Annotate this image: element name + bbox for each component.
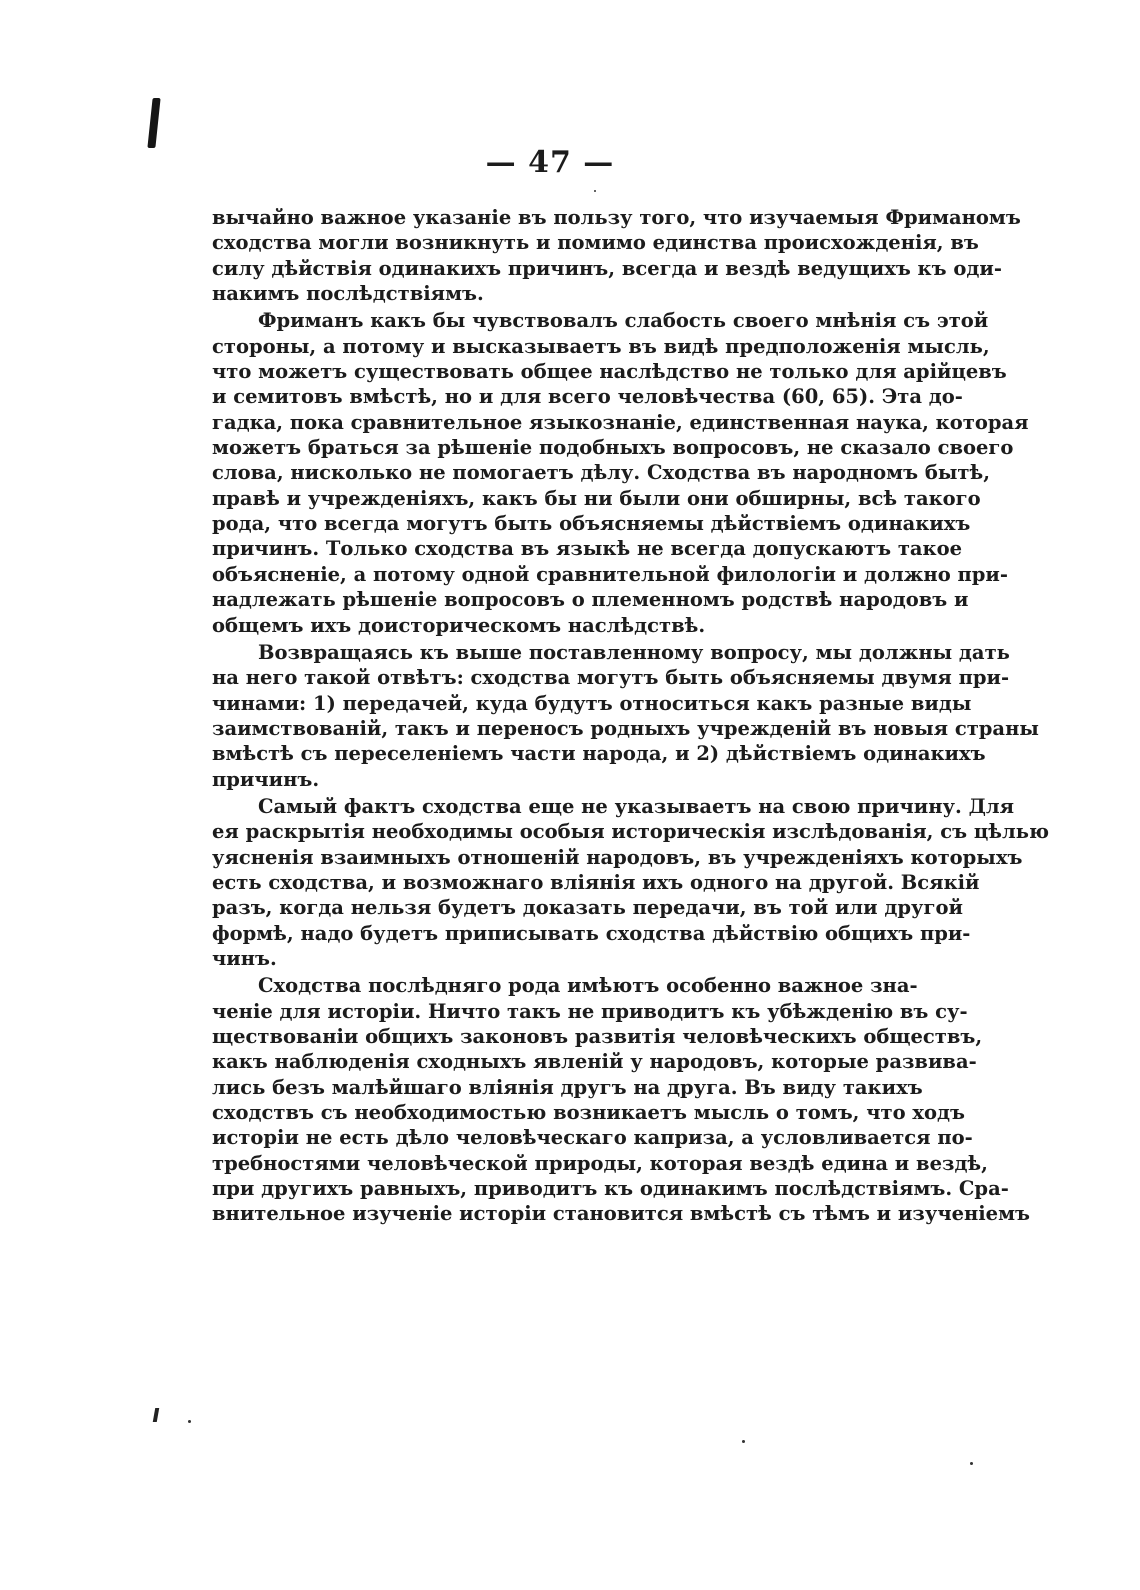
text-line: есть сходства, и возможнаго вліянія ихъ одного на другой. Всякій — [212, 870, 980, 894]
body-text — [212, 205, 1049, 1229]
paragraph — [212, 205, 1021, 306]
text-line: рода, что всегда могутъ быть объясняемы дѣйствіемъ одинакихъ — [212, 512, 971, 536]
text-line: накимъ послѣдствіямъ. — [212, 282, 484, 306]
text-line: причинъ. Только сходства въ языкѣ не всегда допускаютъ такое — [212, 537, 963, 561]
text-line: внительное изученіе исторіи становится вмѣстѣ съ тѣмъ и изученіемъ — [212, 1202, 1030, 1226]
text-line: уясненія взаимныхъ отношеній народовъ, въ учрежденіяхъ которыхъ — [212, 845, 1023, 869]
paragraph — [212, 308, 1029, 637]
text-line: формѣ, надо будетъ приписывать сходства дѣйствію общихъ при- — [212, 921, 971, 945]
paragraph — [212, 640, 1039, 792]
text-line: разъ, когда нельзя будетъ доказать передачи, въ той или другой — [212, 896, 963, 920]
text-line: при другихъ равныхъ, приводитъ къ одинакимъ послѣдствіямъ. Сра- — [212, 1177, 1009, 1201]
text-line: и семитовъ вмѣстѣ, но и для всего человѣчества (60, 65). Эта до- — [212, 385, 963, 409]
text-line: исторіи не есть дѣло человѣческаго каприза, а условливается по- — [212, 1126, 973, 1150]
text-line: слова, нисколько не помогаетъ дѣлу. Сходства въ народномъ бытѣ, — [212, 461, 991, 485]
text-line: сходства могли возникнуть и помимо единства происхожденія, въ — [212, 231, 979, 255]
text-line: ея раскрытія необходимы особыя историческія изслѣдованія, съ цѣлью — [212, 820, 1049, 844]
text-line: какъ наблюденія сходныхъ явленій у народовъ, которые развива- — [212, 1050, 977, 1074]
text-line: Фриманъ какъ бы чувствовалъ слабость своего мнѣнія съ этой — [258, 309, 989, 333]
margin-mark — [147, 98, 160, 148]
text-line: вычайно важное указаніе въ пользу того, что изучаемыя Фриманомъ — [212, 206, 1021, 229]
text-line: Самый фактъ сходства еще не указываетъ на свою причину. Для — [258, 794, 1015, 818]
text-line: ществованіи общихъ законовъ развитія человѣческихъ обществъ, — [212, 1025, 983, 1048]
text-line: гадка, пока сравнительное языкознаніе, единственная наука, которая — [212, 410, 1029, 434]
text-line: надлежать рѣшеніе вопросовъ о племенномъ родствѣ народовъ и — [212, 588, 969, 612]
ink-speck — [594, 190, 596, 192]
text-line: объясненіе, а потому одной сравнительной филологіи и должно при- — [212, 562, 1008, 586]
text-line: что можетъ существовать общее наслѣдство не только для арійцевъ — [212, 360, 1007, 384]
ink-speck — [742, 1440, 745, 1443]
text-line: заимствованій, такъ и переносъ родныхъ учрежденій въ новыя страны — [212, 716, 1039, 740]
text-line: лись безъ малѣйшаго вліянія другъ на друга. Въ виду такихъ — [212, 1075, 923, 1099]
text-line: причинъ. — [212, 767, 320, 791]
text-line: вмѣстѣ съ переселеніемъ части народа, и 2) дѣйствіемъ одинакихъ — [212, 742, 986, 766]
text-line: силу дѣйствія одинакихъ причинъ, всегда и вездѣ ведущихъ къ оди- — [212, 256, 1002, 280]
text-line: на него такой отвѣтъ: сходства могутъ быть объясняемы двумя при- — [212, 666, 1010, 690]
page-number: — 47 — — [485, 145, 615, 180]
text-line: сходствъ съ необходимостью возникаетъ мысль о томъ, что ходъ — [212, 1101, 965, 1125]
text-line: можетъ браться за рѣшеніе подобныхъ вопросовъ, не сказало своего — [212, 436, 1014, 460]
text-line: стороны, а потому и высказываетъ въ видѣ предположенія мысль, — [212, 334, 990, 358]
ink-speck — [970, 1462, 973, 1465]
text-line: чинъ. — [212, 946, 277, 970]
ink-speck — [188, 1420, 191, 1423]
text-line: правѣ и учрежденіяхъ, какъ бы ни были они обширны, всѣ такого — [212, 486, 981, 510]
text-line: чинами: 1) передачей, куда будутъ относиться какъ разные виды — [212, 691, 972, 715]
text-line: общемъ ихъ доисторическомъ наслѣдствѣ. — [212, 613, 706, 637]
text-line: ченіе для исторіи. Ничто такъ не приводитъ къ убѣжденію въ су- — [212, 999, 968, 1023]
paragraph — [212, 973, 1030, 1226]
margin-mark — [153, 1408, 159, 1422]
text-line: Возвращаясь къ выше поставленному вопросу, мы должны дать — [258, 640, 1010, 664]
text-line: Сходства послѣдняго рода имѣютъ особенно важное зна- — [258, 974, 918, 998]
paragraph — [212, 794, 1049, 971]
text-line: требностями человѣческой природы, которая вездѣ едина и вездѣ, — [212, 1151, 988, 1175]
